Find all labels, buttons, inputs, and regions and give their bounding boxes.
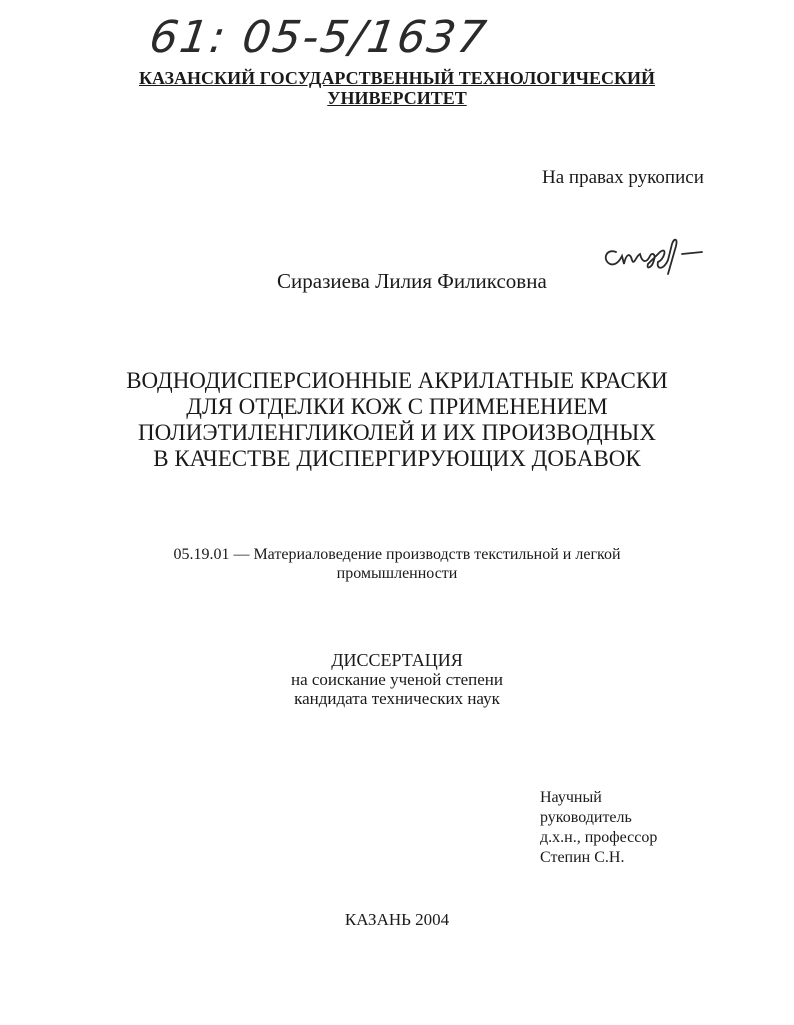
- dissertation-block: [0, 651, 794, 708]
- city-year: КАЗАНЬ 2004: [344, 910, 450, 929]
- title-line: В КАЧЕСТВЕ ДИСПЕРГИРУЮЩИХ ДОБАВОК: [153, 446, 641, 471]
- university-line-1: КАЗАНСКИЙ ГОСУДАРСТВЕННЫЙ ТЕХНОЛОГИЧЕСКИЙ: [138, 68, 656, 88]
- title-line: ПОЛИЭТИЛЕНГЛИКОЛЕЙ И ИХ ПРОИЗВОДНЫХ: [138, 420, 656, 445]
- supervisor-line: д.х.н., профессор: [540, 829, 658, 846]
- degree-line-1: на соискание ученой степени: [290, 670, 504, 689]
- title-line: ВОДНОДИСПЕРСИОННЫЕ АКРИЛАТНЫЕ КРАСКИ: [126, 368, 668, 393]
- supervisor-line: Степин С.Н.: [540, 849, 625, 866]
- handwritten-archive-number: 61: 05-5/1637: [146, 12, 492, 63]
- title-line: ДЛЯ ОТДЕЛКИ КОЖ С ПРИМЕНЕНИЕМ: [186, 394, 608, 419]
- specialty-code: [0, 545, 794, 583]
- dissertation-heading: ДИССЕРТАЦИЯ: [331, 650, 463, 670]
- signature: [598, 230, 718, 295]
- author-name: Сиразиева Лилия Филиксовна: [277, 269, 547, 293]
- university-line-2: УНИВЕРСИТЕТ: [327, 88, 467, 108]
- dissertation-title: [0, 368, 794, 472]
- specialty-line-2: промышленности: [336, 565, 458, 582]
- university-name: [0, 68, 794, 108]
- rights-note: На правах рукописи: [542, 167, 704, 188]
- supervisor-block: [540, 788, 657, 868]
- supervisor-line: руководитель: [540, 809, 632, 826]
- supervisor-line: Научный: [540, 789, 602, 806]
- specialty-line-1: 05.19.01 — Материаловедение производств текстильной и легкой: [173, 546, 621, 563]
- degree-line-2: кандидата технических наук: [294, 689, 500, 708]
- signature-drawing: [598, 230, 718, 290]
